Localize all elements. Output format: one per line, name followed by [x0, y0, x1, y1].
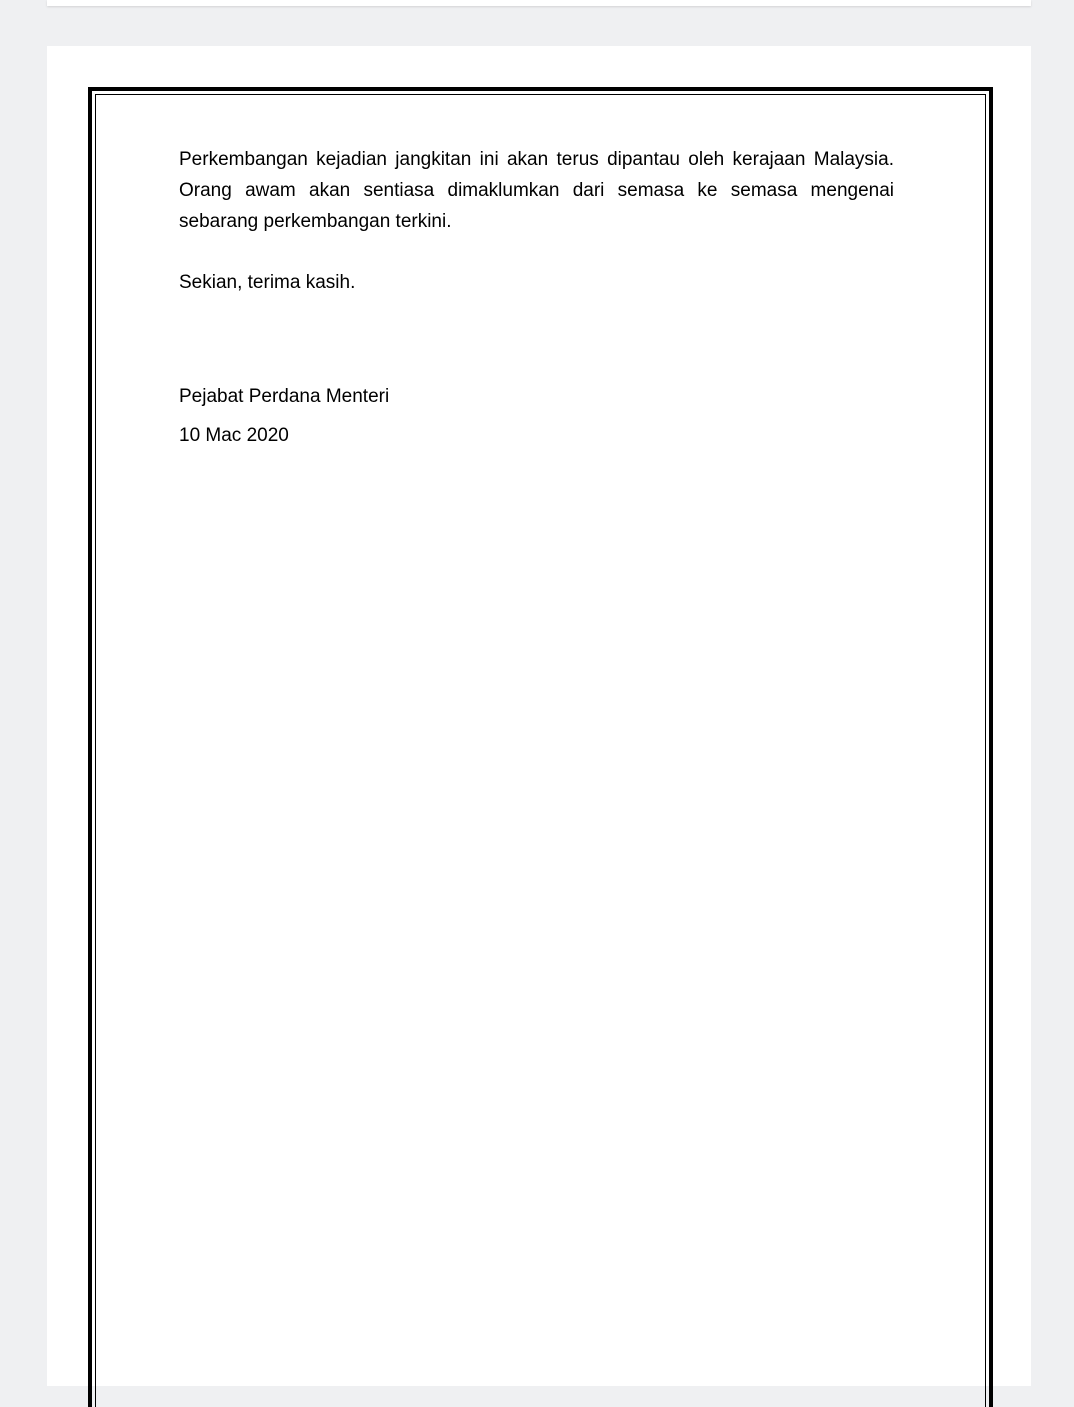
sender-name: Pejabat Perdana Menteri	[179, 386, 390, 407]
document-date: 10 Mac 2020	[179, 425, 289, 446]
document-page	[47, 46, 1031, 1386]
previous-page-edge	[47, 0, 1031, 6]
body-paragraph: Perkembangan kejadian jangkitan ini akan terus dipantau oleh kerajaan Malaysia. Orang awam akan sentiasa dimaklumkan dari semasa ke semasa mengenai sebarang perkembangan terkini.	[179, 149, 894, 232]
closing-line: Sekian, terima kasih.	[179, 272, 356, 293]
document-content	[179, 144, 894, 451]
